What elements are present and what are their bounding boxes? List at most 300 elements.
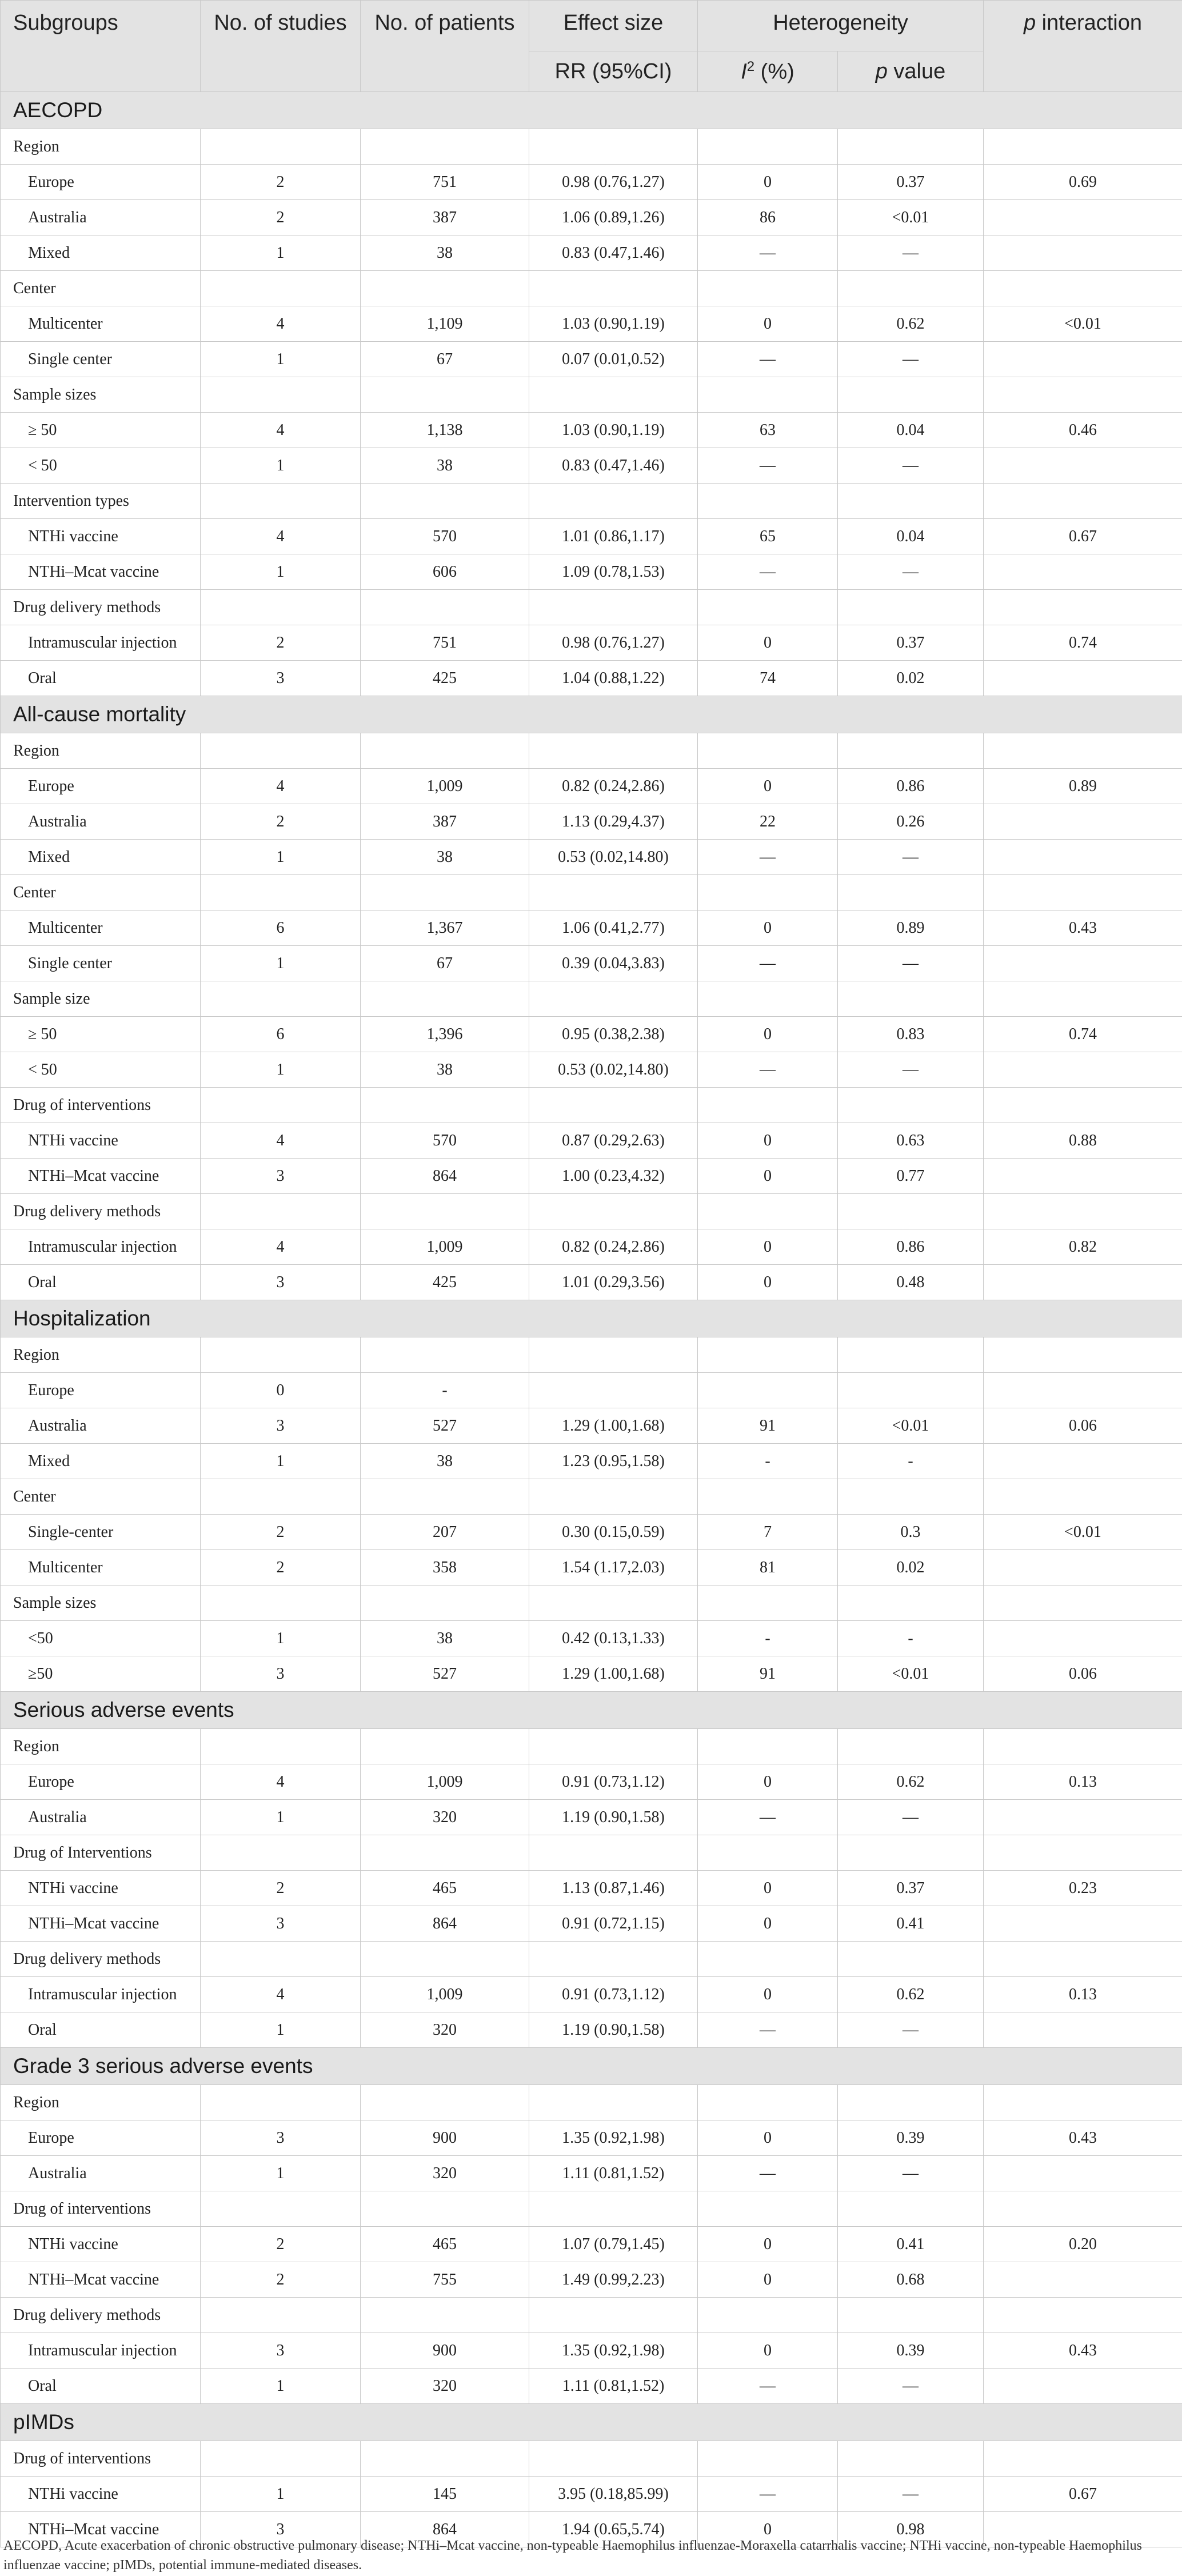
p-value-cell: 0.37 bbox=[838, 625, 984, 661]
i2-cell: 7 bbox=[698, 1515, 838, 1550]
patients-cell: 606 bbox=[361, 554, 529, 590]
studies-cell: 3 bbox=[201, 1656, 361, 1692]
p-value-cell: 0.98 bbox=[838, 2512, 984, 2547]
p-interaction-cell bbox=[984, 2012, 1182, 2048]
subgroup-label: Australia bbox=[1, 2156, 201, 2191]
rr-cell: 0.42 (0.13,1.33) bbox=[529, 1621, 698, 1656]
table-row bbox=[1, 554, 1182, 590]
rr-cell: 1.54 (1.17,2.03) bbox=[529, 1550, 698, 1585]
p-interaction-cell bbox=[984, 1906, 1182, 1942]
p-value-cell: 0.37 bbox=[838, 165, 984, 200]
p-value-cell: — bbox=[838, 1800, 984, 1835]
empty-cell bbox=[698, 590, 838, 625]
table-row bbox=[1, 1444, 1182, 1479]
i2-cell: 0 bbox=[698, 2120, 838, 2156]
p-interaction-cell bbox=[984, 448, 1182, 484]
studies-cell: 3 bbox=[201, 1265, 361, 1300]
empty-cell bbox=[838, 590, 984, 625]
i2-cell: — bbox=[698, 2156, 838, 2191]
empty-cell bbox=[984, 1729, 1182, 1764]
i2-cell: 0 bbox=[698, 2262, 838, 2298]
studies-cell: 2 bbox=[201, 165, 361, 200]
group-label: Sample size bbox=[1, 981, 201, 1017]
patients-cell: 425 bbox=[361, 661, 529, 696]
empty-cell bbox=[201, 590, 361, 625]
empty-cell bbox=[838, 1585, 984, 1621]
group-label: Center bbox=[1, 1479, 201, 1515]
p-value-text: value bbox=[887, 59, 946, 83]
empty-cell bbox=[984, 271, 1182, 306]
patients-cell: 1,367 bbox=[361, 910, 529, 946]
group-label: Sample sizes bbox=[1, 377, 201, 413]
studies-cell: 1 bbox=[201, 1621, 361, 1656]
empty-cell bbox=[984, 484, 1182, 519]
subgroup-label: Mixed bbox=[1, 840, 201, 875]
studies-cell: 0 bbox=[201, 1373, 361, 1408]
studies-cell: 3 bbox=[201, 661, 361, 696]
rr-cell: 1.11 (0.81,1.52) bbox=[529, 2156, 698, 2191]
patients-cell: 900 bbox=[361, 2120, 529, 2156]
group-label: Center bbox=[1, 875, 201, 910]
rr-cell bbox=[529, 1373, 698, 1408]
patients-cell: 320 bbox=[361, 2156, 529, 2191]
empty-cell bbox=[201, 733, 361, 769]
patients-cell: 864 bbox=[361, 1906, 529, 1942]
p-interaction-cell: 0.74 bbox=[984, 1017, 1182, 1052]
rr-cell: 0.91 (0.72,1.15) bbox=[529, 1906, 698, 1942]
empty-cell bbox=[361, 981, 529, 1017]
empty-cell bbox=[201, 1337, 361, 1373]
header-heterogeneity: Heterogeneity bbox=[698, 1, 984, 51]
empty-cell bbox=[984, 377, 1182, 413]
i2-cell: 74 bbox=[698, 661, 838, 696]
i2-cell: 0 bbox=[698, 625, 838, 661]
table-row bbox=[1, 200, 1182, 235]
i2-cell: — bbox=[698, 235, 838, 271]
i2-cell: 65 bbox=[698, 519, 838, 554]
studies-cell: 3 bbox=[201, 1408, 361, 1444]
p-interaction-cell bbox=[984, 1550, 1182, 1585]
table-row bbox=[1, 1550, 1182, 1585]
i2-cell: 0 bbox=[698, 2333, 838, 2369]
p-value-cell: 0.3 bbox=[838, 1515, 984, 1550]
empty-cell bbox=[698, 484, 838, 519]
subgroup-label: Oral bbox=[1, 661, 201, 696]
i2-cell: — bbox=[698, 2477, 838, 2512]
empty-cell bbox=[529, 1729, 698, 1764]
group-label: Region bbox=[1, 2085, 201, 2120]
empty-cell bbox=[529, 271, 698, 306]
table-row bbox=[1, 1052, 1182, 1088]
empty-cell bbox=[361, 875, 529, 910]
i2-cell: - bbox=[698, 1444, 838, 1479]
p-interaction-cell: <0.01 bbox=[984, 306, 1182, 342]
empty-cell bbox=[529, 1479, 698, 1515]
subgroup-label: Oral bbox=[1, 2012, 201, 2048]
i2-cell: 0 bbox=[698, 1229, 838, 1265]
header-effect-size: Effect size bbox=[529, 1, 698, 51]
p-value-cell: 0.48 bbox=[838, 1265, 984, 1300]
patients-cell: 527 bbox=[361, 1656, 529, 1692]
subgroup-label: ≥50 bbox=[1, 1656, 201, 1692]
table-row bbox=[1, 2227, 1182, 2262]
empty-cell bbox=[984, 1194, 1182, 1229]
group-row bbox=[1, 1585, 1182, 1621]
empty-cell bbox=[984, 590, 1182, 625]
p-interaction-cell bbox=[984, 1265, 1182, 1300]
table-row bbox=[1, 804, 1182, 840]
empty-cell bbox=[361, 590, 529, 625]
p-interaction-cell: 0.06 bbox=[984, 1656, 1182, 1692]
subgroup-label: NTHi–Mcat vaccine bbox=[1, 1906, 201, 1942]
i2-cell: — bbox=[698, 946, 838, 981]
p-value-cell: 0.41 bbox=[838, 1906, 984, 1942]
studies-cell: 4 bbox=[201, 1229, 361, 1265]
subgroup-label: NTHi vaccine bbox=[1, 2227, 201, 2262]
p-interaction-cell: 0.89 bbox=[984, 769, 1182, 804]
i2-cell bbox=[698, 1373, 838, 1408]
subgroup-label: Oral bbox=[1, 1265, 201, 1300]
group-label: Drug of interventions bbox=[1, 2191, 201, 2227]
i2-cell: 0 bbox=[698, 1906, 838, 1942]
empty-cell bbox=[361, 1942, 529, 1977]
p-interaction-cell bbox=[984, 1159, 1182, 1194]
p-interaction-cell bbox=[984, 661, 1182, 696]
rr-cell: 0.82 (0.24,2.86) bbox=[529, 769, 698, 804]
p-value-cell: 0.41 bbox=[838, 2227, 984, 2262]
empty-cell bbox=[838, 484, 984, 519]
studies-cell: 1 bbox=[201, 342, 361, 377]
section-row bbox=[1, 1692, 1182, 1729]
rr-cell: 0.53 (0.02,14.80) bbox=[529, 840, 698, 875]
i2-cell: — bbox=[698, 2369, 838, 2404]
empty-cell bbox=[838, 1835, 984, 1871]
table-row bbox=[1, 2156, 1182, 2191]
empty-cell bbox=[529, 1088, 698, 1123]
subgroup-label: Intramuscular injection bbox=[1, 2333, 201, 2369]
subgroup-label: Mixed bbox=[1, 235, 201, 271]
subgroup-label: Europe bbox=[1, 769, 201, 804]
empty-cell bbox=[838, 1194, 984, 1229]
empty-cell bbox=[201, 2085, 361, 2120]
patients-cell: 751 bbox=[361, 625, 529, 661]
rr-cell: 1.13 (0.87,1.46) bbox=[529, 1871, 698, 1906]
p-interaction-cell: 0.13 bbox=[984, 1977, 1182, 2012]
empty-cell bbox=[529, 2298, 698, 2333]
empty-cell bbox=[984, 1585, 1182, 1621]
section-title: All-cause mortality bbox=[1, 696, 1182, 733]
group-row bbox=[1, 590, 1182, 625]
studies-cell: 1 bbox=[201, 1444, 361, 1479]
patients-cell: 900 bbox=[361, 2333, 529, 2369]
rr-cell: 0.53 (0.02,14.80) bbox=[529, 1052, 698, 1088]
empty-cell bbox=[201, 1194, 361, 1229]
i2-cell: 0 bbox=[698, 2227, 838, 2262]
empty-cell bbox=[838, 377, 984, 413]
empty-cell bbox=[984, 2298, 1182, 2333]
p-value-cell: — bbox=[838, 2012, 984, 2048]
empty-cell bbox=[529, 2441, 698, 2477]
empty-cell bbox=[984, 1088, 1182, 1123]
empty-cell bbox=[361, 2191, 529, 2227]
p-interaction-cell bbox=[984, 1052, 1182, 1088]
table-row bbox=[1, 306, 1182, 342]
group-row bbox=[1, 271, 1182, 306]
table-row bbox=[1, 1229, 1182, 1265]
empty-cell bbox=[529, 1194, 698, 1229]
patients-cell: 1,009 bbox=[361, 1977, 529, 2012]
empty-cell bbox=[984, 2085, 1182, 2120]
rr-cell: 1.07 (0.79,1.45) bbox=[529, 2227, 698, 2262]
empty-cell bbox=[838, 875, 984, 910]
empty-cell bbox=[984, 2191, 1182, 2227]
patients-cell: 387 bbox=[361, 200, 529, 235]
group-label: Drug delivery methods bbox=[1, 1942, 201, 1977]
rr-cell: 0.98 (0.76,1.27) bbox=[529, 625, 698, 661]
patients-cell: 38 bbox=[361, 1052, 529, 1088]
table-row bbox=[1, 625, 1182, 661]
p-value-cell: 0.62 bbox=[838, 306, 984, 342]
i2-cell: 22 bbox=[698, 804, 838, 840]
i2-cell: 0 bbox=[698, 1017, 838, 1052]
p-interaction-cell: 0.67 bbox=[984, 2477, 1182, 2512]
p-value-cell: <0.01 bbox=[838, 1408, 984, 1444]
i2-cell: 0 bbox=[698, 2512, 838, 2547]
group-row bbox=[1, 2191, 1182, 2227]
table-row bbox=[1, 413, 1182, 448]
p-interaction-cell: 0.74 bbox=[984, 625, 1182, 661]
empty-cell bbox=[698, 875, 838, 910]
rr-cell: 0.91 (0.73,1.12) bbox=[529, 1764, 698, 1800]
empty-cell bbox=[361, 1835, 529, 1871]
rr-cell: 1.09 (0.78,1.53) bbox=[529, 554, 698, 590]
i2-cell: 81 bbox=[698, 1550, 838, 1585]
section-row bbox=[1, 1300, 1182, 1337]
subgroup-label: NTHi–Mcat vaccine bbox=[1, 2512, 201, 2547]
empty-cell bbox=[201, 271, 361, 306]
p-interaction-cell: 0.13 bbox=[984, 1764, 1182, 1800]
p-interaction-cell: <0.01 bbox=[984, 1515, 1182, 1550]
empty-cell bbox=[838, 2191, 984, 2227]
patients-cell: 67 bbox=[361, 342, 529, 377]
empty-cell bbox=[361, 1585, 529, 1621]
empty-cell bbox=[698, 271, 838, 306]
p-interaction-text: interaction bbox=[1036, 11, 1143, 35]
empty-cell bbox=[838, 2298, 984, 2333]
patients-cell: 38 bbox=[361, 1621, 529, 1656]
table-row bbox=[1, 1906, 1182, 1942]
p-interaction-cell bbox=[984, 2262, 1182, 2298]
p-value-cell: - bbox=[838, 1444, 984, 1479]
rr-cell: 1.19 (0.90,1.58) bbox=[529, 2012, 698, 2048]
table-header bbox=[1, 1, 1182, 92]
rr-cell: 1.04 (0.88,1.22) bbox=[529, 661, 698, 696]
table-body bbox=[1, 92, 1182, 2547]
group-row bbox=[1, 377, 1182, 413]
p-value-cell: — bbox=[838, 342, 984, 377]
studies-cell: 4 bbox=[201, 413, 361, 448]
subgroup-label: Single center bbox=[1, 946, 201, 981]
studies-cell: 2 bbox=[201, 2227, 361, 2262]
patients-cell: 320 bbox=[361, 2012, 529, 2048]
i-symbol: I bbox=[741, 59, 747, 84]
group-label: Drug delivery methods bbox=[1, 1194, 201, 1229]
subgroup-label: <50 bbox=[1, 1621, 201, 1656]
subgroup-label: ≥ 50 bbox=[1, 1017, 201, 1052]
empty-cell bbox=[838, 271, 984, 306]
studies-cell: 2 bbox=[201, 804, 361, 840]
empty-cell bbox=[201, 1088, 361, 1123]
patients-cell: 320 bbox=[361, 2369, 529, 2404]
p-value-cell: — bbox=[838, 554, 984, 590]
p-interaction-cell bbox=[984, 342, 1182, 377]
p-interaction-cell: 0.06 bbox=[984, 1408, 1182, 1444]
patients-cell: 38 bbox=[361, 840, 529, 875]
group-label: Region bbox=[1, 1729, 201, 1764]
empty-cell bbox=[529, 1585, 698, 1621]
patients-cell: 387 bbox=[361, 804, 529, 840]
empty-cell bbox=[529, 875, 698, 910]
table-row bbox=[1, 1656, 1182, 1692]
studies-cell: 4 bbox=[201, 519, 361, 554]
rr-cell: 1.35 (0.92,1.98) bbox=[529, 2333, 698, 2369]
table-row bbox=[1, 1017, 1182, 1052]
empty-cell bbox=[698, 733, 838, 769]
rr-cell: 1.11 (0.81,1.52) bbox=[529, 2369, 698, 2404]
studies-cell: 3 bbox=[201, 2333, 361, 2369]
p-value-cell: — bbox=[838, 235, 984, 271]
i2-cell: 0 bbox=[698, 1159, 838, 1194]
table-row bbox=[1, 2120, 1182, 2156]
rr-cell: 0.95 (0.38,2.38) bbox=[529, 1017, 698, 1052]
table-footnote: AECOPD, Acute exacerbation of chronic obstructive pulmonary disease; NTHi–Mcat vaccine, non-typeable Haemophilus influenzae-Moraxella catarrhalis vaccine; NTHi vaccine, non-typeable Haemophilus influenzae vaccine; pIMDs, potential immune-mediated diseases. bbox=[3, 2538, 1142, 2573]
i2-cell: — bbox=[698, 1800, 838, 1835]
subgroup-label: Intramuscular injection bbox=[1, 625, 201, 661]
i2-cell: — bbox=[698, 1052, 838, 1088]
group-row bbox=[1, 1835, 1182, 1871]
group-label: Drug of interventions bbox=[1, 2441, 201, 2477]
p-interaction-cell: 0.23 bbox=[984, 1871, 1182, 1906]
empty-cell bbox=[201, 981, 361, 1017]
empty-cell bbox=[698, 1479, 838, 1515]
empty-cell bbox=[361, 129, 529, 165]
empty-cell bbox=[529, 590, 698, 625]
p-value-cell: — bbox=[838, 2477, 984, 2512]
p-symbol: p bbox=[875, 59, 888, 83]
patients-cell: 1,396 bbox=[361, 1017, 529, 1052]
empty-cell bbox=[698, 1729, 838, 1764]
i2-cell: — bbox=[698, 554, 838, 590]
empty-cell bbox=[201, 2441, 361, 2477]
i2-cell: 91 bbox=[698, 1656, 838, 1692]
section-row bbox=[1, 2048, 1182, 2085]
header-p-value bbox=[838, 51, 984, 92]
p-interaction-cell: 0.43 bbox=[984, 910, 1182, 946]
studies-cell: 1 bbox=[201, 554, 361, 590]
rr-cell: 0.39 (0.04,3.83) bbox=[529, 946, 698, 981]
rr-cell: 1.03 (0.90,1.19) bbox=[529, 413, 698, 448]
p-value-cell: 0.62 bbox=[838, 1764, 984, 1800]
rr-cell: 1.06 (0.41,2.77) bbox=[529, 910, 698, 946]
empty-cell bbox=[361, 2298, 529, 2333]
p-interaction-cell bbox=[984, 946, 1182, 981]
group-row bbox=[1, 875, 1182, 910]
empty-cell bbox=[838, 981, 984, 1017]
i2-cell: — bbox=[698, 342, 838, 377]
empty-cell bbox=[698, 1942, 838, 1977]
p-value-cell: 0.39 bbox=[838, 2120, 984, 2156]
patients-cell: 751 bbox=[361, 165, 529, 200]
empty-cell bbox=[529, 377, 698, 413]
group-row bbox=[1, 1337, 1182, 1373]
empty-cell bbox=[361, 1337, 529, 1373]
empty-cell bbox=[361, 1729, 529, 1764]
p-interaction-cell: 0.69 bbox=[984, 165, 1182, 200]
p-interaction-cell: 0.67 bbox=[984, 519, 1182, 554]
i2-cell: 0 bbox=[698, 165, 838, 200]
p-value-cell: — bbox=[838, 448, 984, 484]
group-label: Region bbox=[1, 129, 201, 165]
table-row bbox=[1, 1621, 1182, 1656]
header-studies: No. of studies bbox=[201, 1, 361, 92]
table-row bbox=[1, 1977, 1182, 2012]
patients-cell: 755 bbox=[361, 2262, 529, 2298]
rr-cell: 0.07 (0.01,0.52) bbox=[529, 342, 698, 377]
empty-cell bbox=[698, 2085, 838, 2120]
empty-cell bbox=[984, 2441, 1182, 2477]
subgroup-label: Europe bbox=[1, 1373, 201, 1408]
rr-cell: 1.00 (0.23,4.32) bbox=[529, 1159, 698, 1194]
rr-cell: 1.19 (0.90,1.58) bbox=[529, 1800, 698, 1835]
table-row bbox=[1, 2369, 1182, 2404]
rr-cell: 1.01 (0.86,1.17) bbox=[529, 519, 698, 554]
section-title: Grade 3 serious adverse events bbox=[1, 2048, 1182, 2085]
p-interaction-cell bbox=[984, 1373, 1182, 1408]
subgroup-label: Multicenter bbox=[1, 306, 201, 342]
patients-cell: 67 bbox=[361, 946, 529, 981]
rr-cell: 1.94 (0.65,5.74) bbox=[529, 2512, 698, 2547]
table-row bbox=[1, 946, 1182, 981]
empty-cell bbox=[529, 1942, 698, 1977]
p-interaction-cell: 0.43 bbox=[984, 2333, 1182, 2369]
empty-cell bbox=[984, 129, 1182, 165]
table-row bbox=[1, 1871, 1182, 1906]
table-row bbox=[1, 661, 1182, 696]
rr-cell: 1.49 (0.99,2.23) bbox=[529, 2262, 698, 2298]
p-value-cell: 0.86 bbox=[838, 1229, 984, 1265]
p-value-cell: 0.04 bbox=[838, 413, 984, 448]
group-row bbox=[1, 1942, 1182, 1977]
group-row bbox=[1, 1194, 1182, 1229]
rr-cell: 1.01 (0.29,3.56) bbox=[529, 1265, 698, 1300]
group-label: Drug of interventions bbox=[1, 1088, 201, 1123]
studies-cell: 1 bbox=[201, 1052, 361, 1088]
empty-cell bbox=[984, 1337, 1182, 1373]
subgroup-label: Australia bbox=[1, 200, 201, 235]
empty-cell bbox=[201, 1942, 361, 1977]
p-interaction-cell bbox=[984, 1800, 1182, 1835]
empty-cell bbox=[201, 484, 361, 519]
patients-cell: 1,009 bbox=[361, 769, 529, 804]
i2-cell: 0 bbox=[698, 1871, 838, 1906]
subgroup-label: ≥ 50 bbox=[1, 413, 201, 448]
group-label: Drug delivery methods bbox=[1, 2298, 201, 2333]
patients-cell: 465 bbox=[361, 2227, 529, 2262]
p-value-cell: <0.01 bbox=[838, 200, 984, 235]
studies-cell: 4 bbox=[201, 1123, 361, 1159]
p-value-cell: 0.26 bbox=[838, 804, 984, 840]
studies-cell: 1 bbox=[201, 840, 361, 875]
